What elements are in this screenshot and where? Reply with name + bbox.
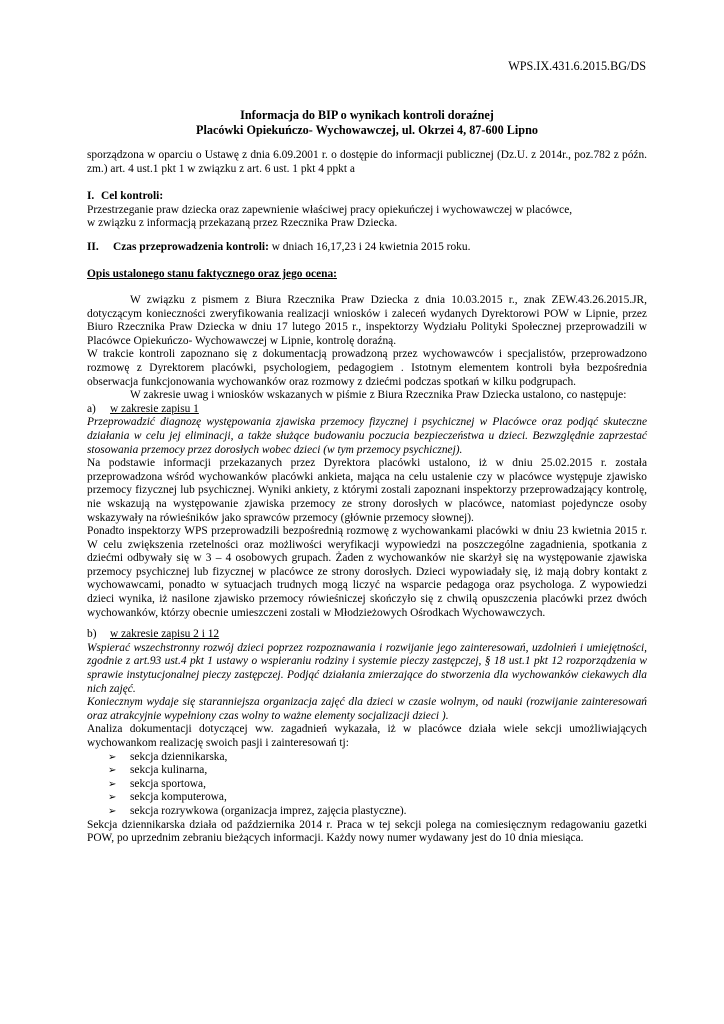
- section-heading: Czas przeprowadzenia kontroli:: [113, 241, 269, 253]
- item-heading: w zakresie zapisu 2 i 12: [110, 628, 220, 641]
- main-text: [87, 294, 647, 846]
- item-a-heading: [87, 403, 647, 417]
- opis-heading: Opis ustalonego stanu faktycznego oraz jego ocena:: [87, 268, 337, 280]
- item-heading: w zakresie zapisu 1: [110, 402, 199, 415]
- item-b-recommendation-1: Wspierać wszechstronny rozwój dzieci poprzez rozpoznawania i rozwijanie jego zainteresowań, uzdolnień i umiejętności, zgodnie z art.93 ust.4 pkt 1 ustawy o wspieraniu rodziny i systemie pieczy zastępczej, § 18 ust.1 pkt 12 rozporządzenia w sprawie instytucjonalnej pieczy zastępczej. Podjąć działania zmierzające do stworzenia dla wychowanków ciekawych dla nich zajęć.: [87, 641, 647, 695]
- intro-paragraph: sporządzona w oparciu o Ustawę z dnia 6.09.2001 r. o dostępie do informacji publicznej (Dz.U. z 2014r., poz.782 z późn. zm.) art. 4 ust.1 pkt 1 w związku z art. 6 ust. 1 pkt 4 ppkt a: [87, 149, 647, 175]
- document-title: [87, 108, 647, 138]
- paragraph-ustalenia: W zakresie uwag i wniosków wskazanych w piśmie z Biura Rzecznika Praw Dziecka ustalono, co następuje:: [130, 389, 627, 402]
- title-line-1: Informacja do BIP o wynikach kontroli doraźnej: [240, 108, 494, 122]
- section-text-line-1: Przestrzeganie praw dziecka oraz zapewnienie właściwej pracy opiekuńczej i wychowawczej w placówce,: [87, 203, 573, 216]
- section-text-line-2: w związku z informacją przekazaną przez Rzecznika Praw Dziecka.: [87, 217, 398, 230]
- arrow-bullet-icon: ➢: [108, 751, 117, 763]
- section-number: I.: [87, 190, 95, 202]
- section-cel-kontroli: [87, 190, 647, 231]
- list-item: ➢ sekcja rozrywkowa (organizacja imprez, zajęcia plastyczne).: [108, 804, 407, 817]
- item-a-findings-2: Ponadto inspektorzy WPS przeprowadzili bezpośrednią rozmowę z wychowankami placówki w dniu 23 kwietnia 2015 r. W celu zwiększenia rzetelności oraz możliwości weryfikacji wypowiedzi na poszczególne zagadnienia, spotkania z dziećmi odbywały się w 3 – 4 osobowych grupach. Żaden z wychowanków nie skarżył się na występowanie zjawiska przemocy psychicznej lub fizycznej w placówce ze strony dorosłych. Dzieci wypowiadały się, iż mają dobry kontakt z wychowawcami, ponadto w sytuacjach trudnych mogą liczyć na wsparcie pedagoga oraz psychologa. Z wypowiedzi dzieci wynika, iż nasilone zjawisko przemocy rówieśniczej skończyło się z chwilą opuszczenia placówki przez dwóch wychowanków, którzy obecnie umieszczeni zostali w Młodzieżowych Ośrodkach Wychowawczych.: [87, 525, 647, 619]
- item-b-recommendation-2: Koniecznym wydaje się staranniejsza organizacja zajęć dla dzieci w czasie wolnym, od nauki (rozwijanie zainteresowań oraz atrakcyjnie wypełniony czas wolny to ważne elementy socjalizacji dzieci ).: [87, 696, 647, 722]
- paragraph-dokumentacja: W trakcie kontroli zapoznano się z dokumentacją prowadzoną przez wychowawców i specjalistów, przeprowadzono rozmowę z Dyrektorem placówki, psychologiem, pedagogiem . Istotnym elementem kontroli była bezpośrednia obserwacja funkcjonowania wychowanków oraz rozmowy z dziećmi podczas spotkań w kilku podgrupach.: [87, 348, 647, 388]
- item-label: b): [87, 628, 97, 641]
- section-number: II.: [87, 241, 99, 253]
- arrow-bullet-icon: ➢: [108, 765, 117, 777]
- item-label: a): [87, 402, 96, 415]
- list-item: ➢ sekcja sportowa,: [108, 777, 206, 790]
- arrow-bullet-icon: ➢: [108, 792, 117, 804]
- item-b-analysis: Analiza dokumentacji dotyczącej ww. zagadnień wykazała, iż w placówce działa wiele sekcji umożliwiających wychowankom realizację swoich pasji i zainteresowań tj:: [87, 723, 647, 749]
- list-item: ➢ sekcja kulinarna,: [108, 764, 208, 777]
- sections-list: [87, 751, 647, 819]
- item-b-closing: Sekcja dziennikarska działa od października 2014 r. Praca w tej sekcji polega na comiesięcznym redagowaniu gazetki POW, po uprzednim zebraniu bieżących informacji. Każdy nowy numer wydawany jest do 10 dnia miesiąca.: [87, 818, 647, 845]
- arrow-bullet-icon: ➢: [108, 778, 117, 790]
- title-line-2: Placówki Opiekuńczo- Wychowawczej, ul. Okrzei 4, 87-600 Lipno: [196, 123, 538, 137]
- section-text: w dniach 16,17,23 i 24 kwietnia 2015 roku.: [268, 241, 471, 253]
- item-b-heading: [87, 628, 647, 642]
- arrow-bullet-icon: ➢: [108, 805, 117, 817]
- item-a-recommendation: Przeprowadzić diagnozę występowania zjawiska przemocy fizycznej i psychicznej w Placówce oraz podjąć skuteczne działania w celu jej eliminacji, a także służące budowaniu poczucia bezpieczeństwa u dzieci. Bezwzględnie zaprzestać stosowania przemocy przez dorosłych wobec dzieci (w tym przemocy psychicznej).: [87, 416, 647, 456]
- paragraph-pismo: W związku z pismem z Biura Rzecznika Praw Dziecka z dnia 10.03.2015 r., znak ZEW.43.26.2015.JR, dotyczącym konieczności zweryfikowania realizacji wniosków i zaleceń wydanych Dyrektorowi POW w Lipnie, przez Biuro Rzecznika Praw Dziecka w dniu 17 lutego 2015 r., inspektorzy Wydziału Polityki Społecznej przeprowadzili w Placówce Opiekuńczo- Wychowawczej w Lipnie, kontrolę doraźną.: [87, 294, 647, 347]
- item-a-findings-1: Na podstawie informacji przekazanych przez Dyrektora placówki ustalono, iż w dniu 25.02.2015 r. została przeprowadzona wśród wychowanków placówki ankieta, mająca na celu ustalenie czy w placówce występuje zjawisko przemocy fizycznej lub psychicznej. Wyniki ankiety, z którymi zostali zapoznani inspektorzy przeprowadzający kontrolę, nie wskazują na występowanie zjawiska przemocy ze strony dorosłych w placówce, natomiast pojedyncze osoby wskazywały na rówieśników jako sprawców przemocy (głównie przemocy słownej).: [87, 457, 647, 524]
- document-reference-number: WPS.IX.431.6.2015.BG/DS: [508, 59, 646, 73]
- list-item: ➢ sekcja komputerowa,: [108, 791, 227, 804]
- list-item: ➢ sekcja dziennikarska,: [108, 750, 228, 763]
- section-czas-kontroli: [87, 241, 647, 255]
- section-heading: Cel kontroli:: [101, 190, 164, 202]
